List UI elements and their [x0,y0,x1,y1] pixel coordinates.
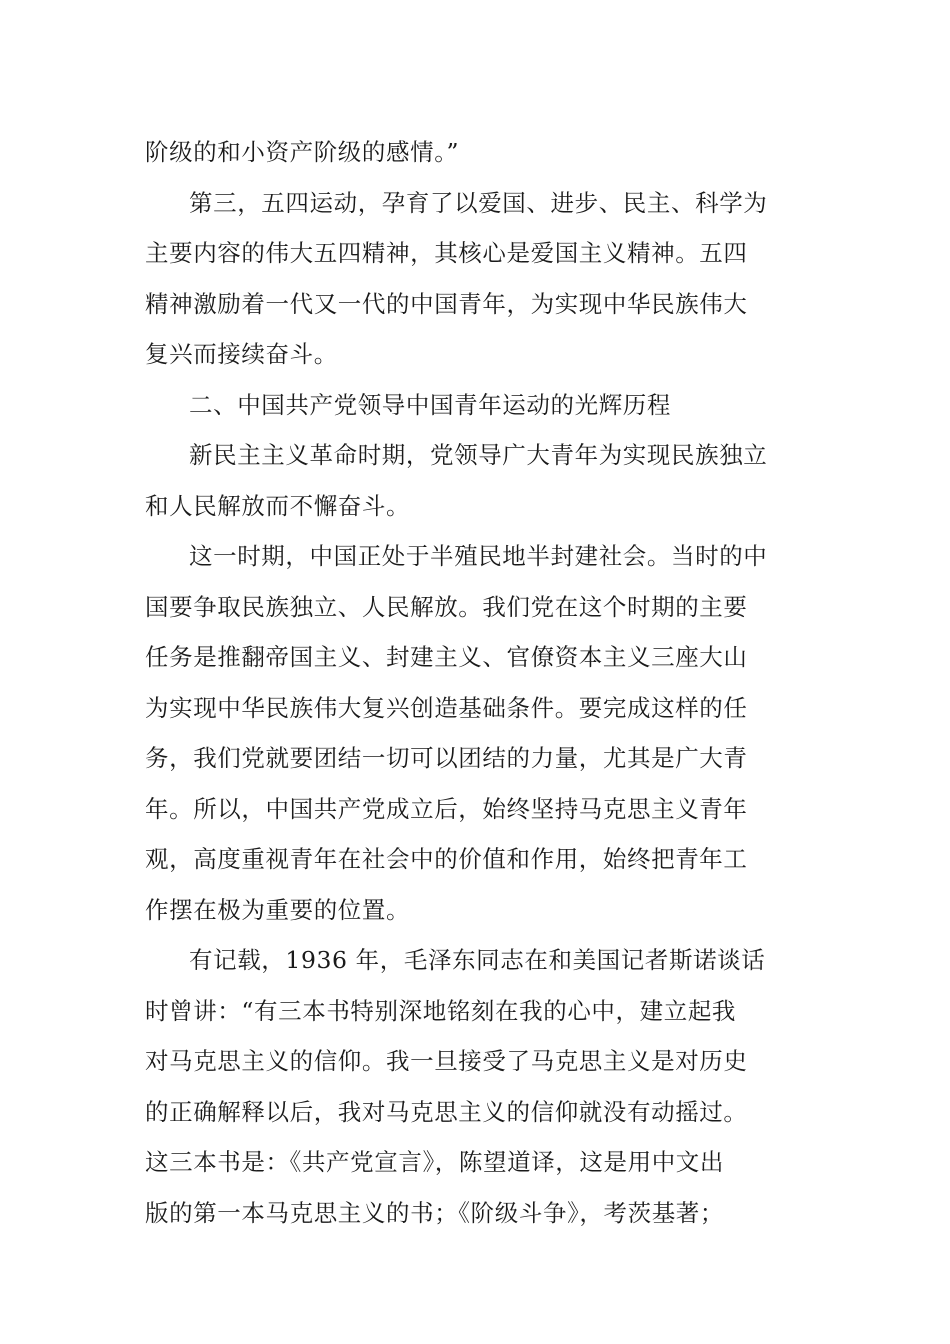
text-line: 和人民解放而不懈奋斗。 [145,491,411,520]
text-line: 任务是推翻帝国主义、封建主义、官僚资本主义三座大山 [145,643,748,671]
text-line: 观，高度重视青年在社会中的价值和作用，始终把青年工 [145,845,748,873]
document-body [145,127,810,1238]
text-line: 年。所以，中国共产党成立后，始终坚持马克思主义青年 [145,794,748,823]
text-line: 精神激励着一代又一代的中国青年，为实现中华民族伟大 [145,289,748,318]
text-line: 新民主主义革命时期，党领导广大青年为实现民族独立 [189,441,768,469]
text-line: 复兴而接续奋斗。 [145,340,338,368]
text-line: 阶级的和小资产阶级的感情。” [145,138,460,166]
text-line: 为实现中华民族伟大复兴创造基础条件。要完成这样的任 [145,693,748,722]
text-line: 国要争取民族独立、人民解放。我们党在这个时期的主要 [145,592,748,621]
text-line: 这一时期，中国正处于半殖民地半封建社会。当时的中 [189,542,768,570]
text-line: 第三，五四运动，孕育了以爱国、进步、民主、科学为 [189,188,768,217]
text-line: 二、中国共产党领导中国青年运动的光辉历程 [189,390,671,419]
text-line: 时曾讲：“有三本书特别深地铭刻在我的心中，建立起我 [145,996,737,1025]
text-line: 版的第一本马克思主义的书；《阶级斗争》，考茨基著； [145,1198,724,1227]
text-line: 有记载，1936 年，毛泽东同志在和美国记者斯诺谈话 [189,946,766,974]
text-line: 的正确解释以后，我对马克思主义的信仰就没有动摇过。 [145,1097,748,1126]
text-line: 这三本书是：《共产党宣言》，陈望道译，这是用中文出 [145,1148,724,1176]
text-line: 作摆在极为重要的位置。 [145,895,411,924]
text-line: 对马克思主义的信仰。我一旦接受了马克思主义是对历史 [145,1047,748,1075]
text-line: 务，我们党就要团结一切可以团结的力量，尤其是广大青 [145,744,748,772]
text-line: 主要内容的伟大五四精神，其核心是爱国主义精神。五四 [145,239,748,267]
